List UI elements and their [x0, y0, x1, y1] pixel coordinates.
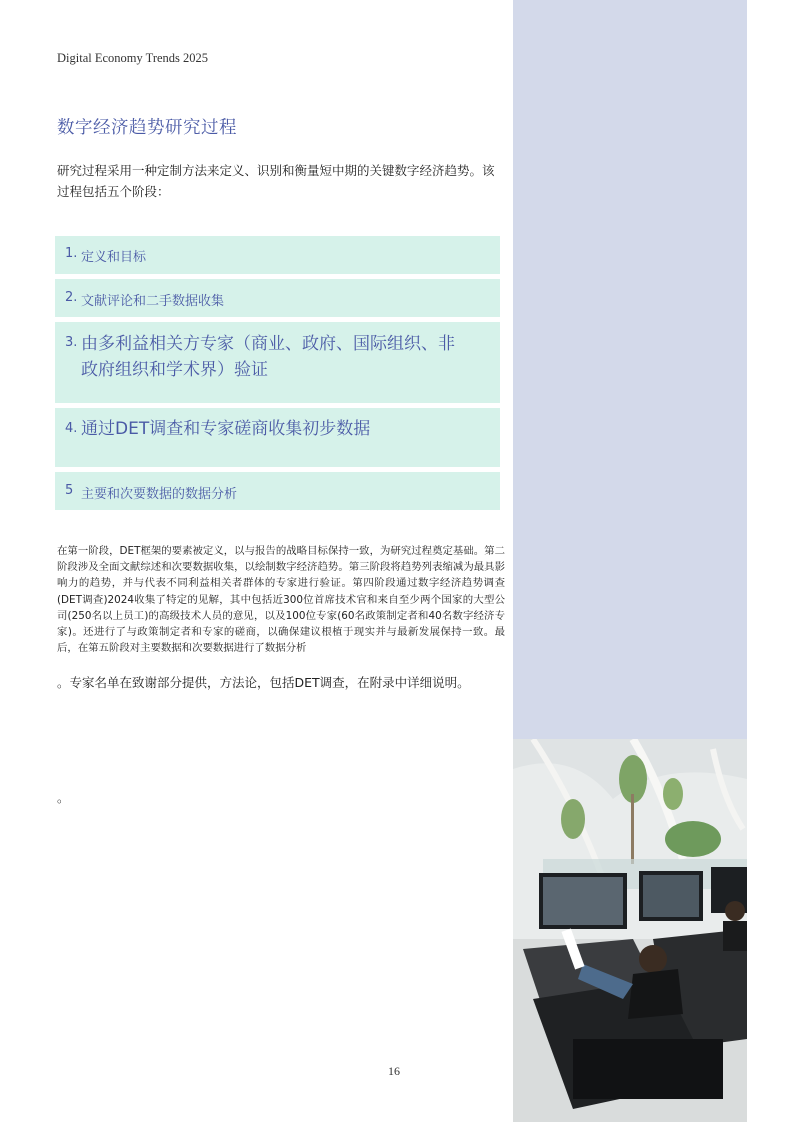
stage-number: 4. — [65, 421, 78, 436]
stage-label: 由多利益相关方专家（商业、政府、国际组织、非政府组织和学术界）验证 — [81, 334, 455, 380]
stage-number: 5 — [65, 483, 74, 498]
body-paragraph-2: 。专家名单在致谢部分提供，方法论，包括DET调查，在附录中详细说明。 — [57, 675, 470, 690]
section-title: 数字经济趋势研究过程 — [57, 118, 237, 138]
running-header: Digital Economy Trends 2025 — [57, 51, 209, 65]
stage-number: 3. — [65, 335, 78, 350]
trailing-mark: 。 — [57, 790, 70, 805]
body-paragraph: 在第一阶段，DET框架的要素被定义，以与报告的战略目标保持一致，为研究过程奠定基础。第二阶段涉及全面文献综述和次要数据收集，以绘制数字经济趋势。第三阶段将趋势列表缩减为最具影响力的趋势，并与代表不同利益相关者群体的专家进行验证。第四阶段通过数字经济趋势调查(DET调查)2024收集了特定的见解，其中包括近300位首席技术官和来自至少两个国家的大型公司(250名以上员工)的高级技术人员的意见，以及100位专家(60名政策制定者和40名数字经济专家)。还进行了与政策制定者和专家的磋商，以确保建议根植于现实并与最新发展保持一致。最后，在第五阶段对主要数据和次要数据进行了数据分析 — [57, 545, 505, 655]
stage-label: 通过DET调查和专家磋商收集初步数据 — [81, 419, 371, 439]
page-number: 16 — [388, 1064, 400, 1078]
stage-label: 定义和目标 — [81, 250, 147, 265]
stage-number: 1. — [65, 246, 78, 261]
sidebar-panel — [513, 0, 747, 739]
stage-2 — [55, 279, 500, 317]
event-photo — [513, 739, 747, 1122]
stage-label: 主要和次要数据的数据分析 — [81, 487, 238, 502]
intro-paragraph: 研究过程采用一种定制方法来定义、识别和衡量短中期的关键数字经济趋势。该过程包括五个阶段： — [57, 163, 495, 199]
stage-number: 2. — [65, 290, 78, 305]
stage-label: 文献评论和二手数据收集 — [81, 294, 225, 309]
stage-3 — [55, 322, 500, 403]
photo-illustration — [513, 739, 747, 1122]
stage-4 — [55, 408, 500, 467]
stage-1 — [55, 236, 500, 274]
stage-5 — [55, 472, 500, 510]
